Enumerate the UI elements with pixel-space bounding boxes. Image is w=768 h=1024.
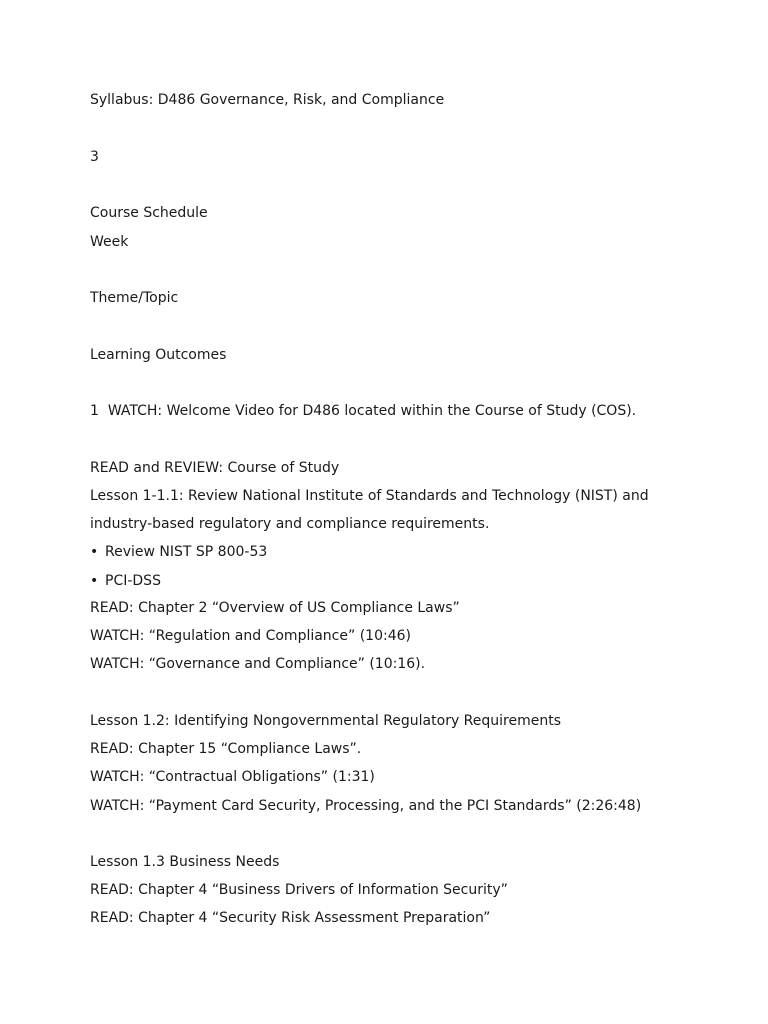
page-number: 3 xyxy=(90,149,99,165)
lesson-item: READ: Chapter 4 “Security Risk Assessment Preparation” xyxy=(90,910,491,926)
lesson-item: WATCH: “Regulation and Compliance” (10:46) xyxy=(90,628,411,644)
read-review-line: READ and REVIEW: Course of Study xyxy=(90,460,340,476)
lesson-item: WATCH: “Payment Card Security, Processing, and the PCI Standards” (2:26:48) xyxy=(90,798,642,814)
list-item: • PCI-DSS xyxy=(90,573,161,589)
lesson-item: WATCH: “Contractual Obligations” (1:31) xyxy=(90,769,375,785)
lesson-item: READ: Chapter 15 “Compliance Laws”. xyxy=(90,741,362,757)
lesson-1-1-1-title-line2: industry-based regulatory and compliance requirements. xyxy=(90,516,490,532)
lesson-1-1-1-title-line1: Lesson 1-1.1: Review National Institute of Standards and Technology (NIST) and xyxy=(90,488,649,504)
document-header: Syllabus: D486 Governance, Risk, and Compliance xyxy=(90,92,445,108)
list-item: • Review NIST SP 800-53 xyxy=(90,544,268,560)
column-outcomes: Learning Outcomes xyxy=(90,347,227,363)
lesson-1-2-title: Lesson 1.2: Identifying Nongovernmental Regulatory Requirements xyxy=(90,713,562,729)
lesson-item: WATCH: “Governance and Compliance” (10:16). xyxy=(90,656,426,672)
lesson-item: READ: Chapter 2 “Overview of US Compliance Laws” xyxy=(90,600,460,616)
week-intro-text: WATCH: Welcome Video for D486 located within the Course of Study (COS). xyxy=(107,403,637,419)
bullet-icon: • xyxy=(90,544,99,560)
column-theme: Theme/Topic xyxy=(90,290,179,306)
week-number: 1 xyxy=(90,403,99,419)
week-1-intro xyxy=(90,402,636,420)
lesson-1-3-title: Lesson 1.3 Business Needs xyxy=(90,854,280,870)
bullet-icon: • xyxy=(90,573,99,589)
column-week: Week xyxy=(90,234,129,250)
lesson-item: READ: Chapter 4 “Business Drivers of Information Security” xyxy=(90,882,508,898)
section-title: Course Schedule xyxy=(90,205,208,221)
